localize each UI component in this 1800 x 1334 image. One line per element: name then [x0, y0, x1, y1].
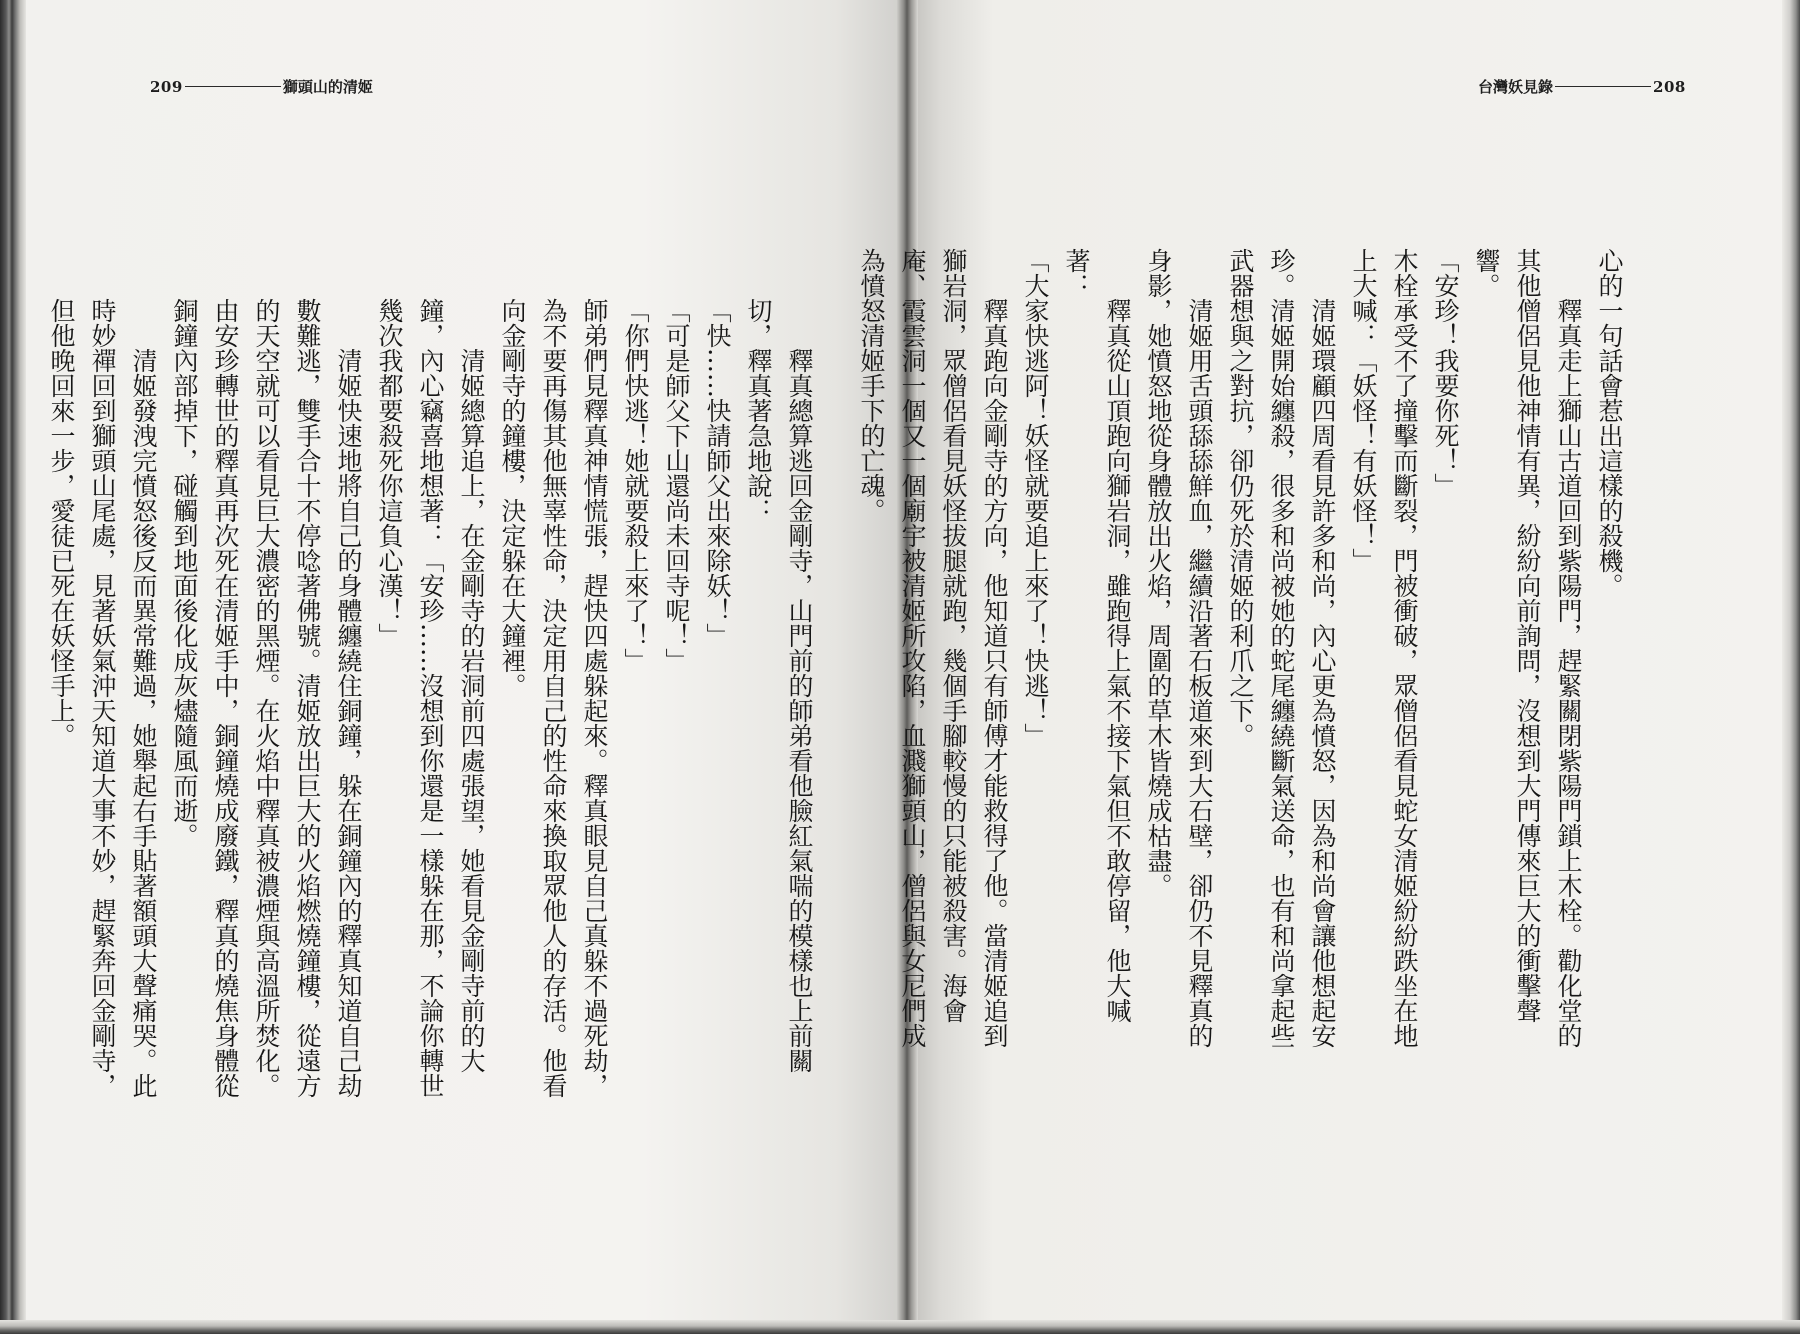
paragraph: 清姬快速地將自己的身體纏繞住銅鐘，躲在銅鐘內的釋真知道自己劫數難逃，雙手合十不停唸著佛號。清姬放出巨大的火焰燃燒鐘樓，從遠方的天空就可以看見巨大濃密的黑煙。在火焰中釋真被濃煙與高溫所焚化。由安珍轉世的釋真再次死在清姬手中，銅鐘燒成廢鐵，釋真的燒焦身體從銅鐘內部掉下，碰觸到地面後化成灰燼隨風而逝。	[170, 298, 363, 1098]
paragraph: 「大家快逃阿！妖怪就要追上來了！快逃！」	[1021, 248, 1050, 748]
scan-right-edge	[1782, 0, 1800, 1334]
scan-bottom-edge	[0, 1320, 1800, 1334]
running-head-rule	[1555, 86, 1651, 87]
paragraph: 師弟們見釋真神情慌張，趕快四處躲起來。釋真眼見自己真躲不過死劫，為不要再傷其他無辜性命，決定用自己的性命來換取眾他人的存活。他看向金剛寺的鐘樓，決定躲在大鐘裡。	[498, 298, 609, 1098]
paragraph: 心的一句話會惹出這樣的殺機。	[1595, 248, 1624, 598]
paragraph: 清姬環顧四周看見許多和尚，內心更為憤怒，因為和尚會讓他想起安珍。清姬開始纏殺，很多和尚被她的蛇尾纏繞斷氣送命，也有和尚拿起些武器想與之對抗，卻仍死於清姬的利爪之下。	[1226, 248, 1337, 1048]
paragraph: 清姬總算追上，在金剛寺的岩洞前四處張望，她看見金剛寺前的大鐘，內心竊喜地想著：「安珍……沒想到你還是一樣躲在那，不論你轉世幾次我都要殺死你這負心漢！」	[375, 298, 486, 1098]
paragraph: 「快……快請師父出來除妖！」	[703, 298, 732, 648]
paragraph: 清姬用舌頭舔舔鮮血，繼續沿著石板道來到大石壁，卻仍不見釋真的身影，她憤怒地從身體放出火焰，周圍的草木皆燒成枯盡。	[1144, 248, 1214, 1048]
paragraph: 「你們快逃！她就要殺上來了！」	[621, 298, 650, 673]
right-page-number: 208	[1653, 77, 1686, 96]
chapter-title: 獅頭山的清姬	[282, 78, 373, 96]
left-page-number: 209	[150, 77, 183, 96]
paragraph: 「可是師父下山還尚未回寺呢！」	[662, 298, 691, 673]
page-stack-edge	[0, 0, 26, 1334]
paragraph: 釋真跑向金剛寺的方向，他知道只有師傅才能救得了他。當清姬追到獅岩洞，眾僧侶看見妖怪拔腿就跑，幾個手腳較慢的只能被殺害。海會庵、霞雲洞一個又一個廟宇被清姬所攻陷，血濺獅頭山，僧侶與女尼們成為憤怒清姬手下的亡魂。	[857, 248, 1009, 1048]
running-head-rule	[185, 86, 281, 87]
paragraph: 清姬發洩完憤怒後反而異常難過，她舉起右手貼著額頭大聲痛哭。此時妙禪回到獅頭山尾處，見著妖氣沖天知道大事不妙，趕緊奔回金剛寺，但他晚回來一步，愛徒已死在妖怪手上。	[47, 298, 158, 1098]
paragraph: 「安珍！我要你死！」	[1431, 248, 1460, 498]
left-running-head	[150, 76, 373, 97]
paragraph: 釋真從山頂跑向獅岩洞，雖跑得上氣不接下氣但不敢停留，他大喊著：	[1062, 248, 1132, 1023]
paragraph: 釋真走上獅山古道回到紫陽門，趕緊關閉紫陽門鎖上木栓。勸化堂的其他僧侶見他神情有異，紛紛向前詢問，沒想到大門傳來巨大的衝擊聲響。	[1472, 248, 1583, 1048]
left-page-body	[47, 298, 820, 1098]
paragraph: 釋真總算逃回金剛寺，山門前的師弟看他臉紅氣喘的模樣也上前關切，釋真著急地說：	[744, 298, 814, 1073]
right-running-head	[1478, 76, 1686, 97]
book-title: 台灣妖見錄	[1478, 78, 1554, 96]
paragraph: 木栓承受不了撞擊而斷裂，門被衝破，眾僧侶看見蛇女清姬紛紛跌坐在地上大喊：「妖怪！有妖怪！」	[1349, 248, 1419, 1048]
right-page-body	[857, 248, 1630, 1048]
